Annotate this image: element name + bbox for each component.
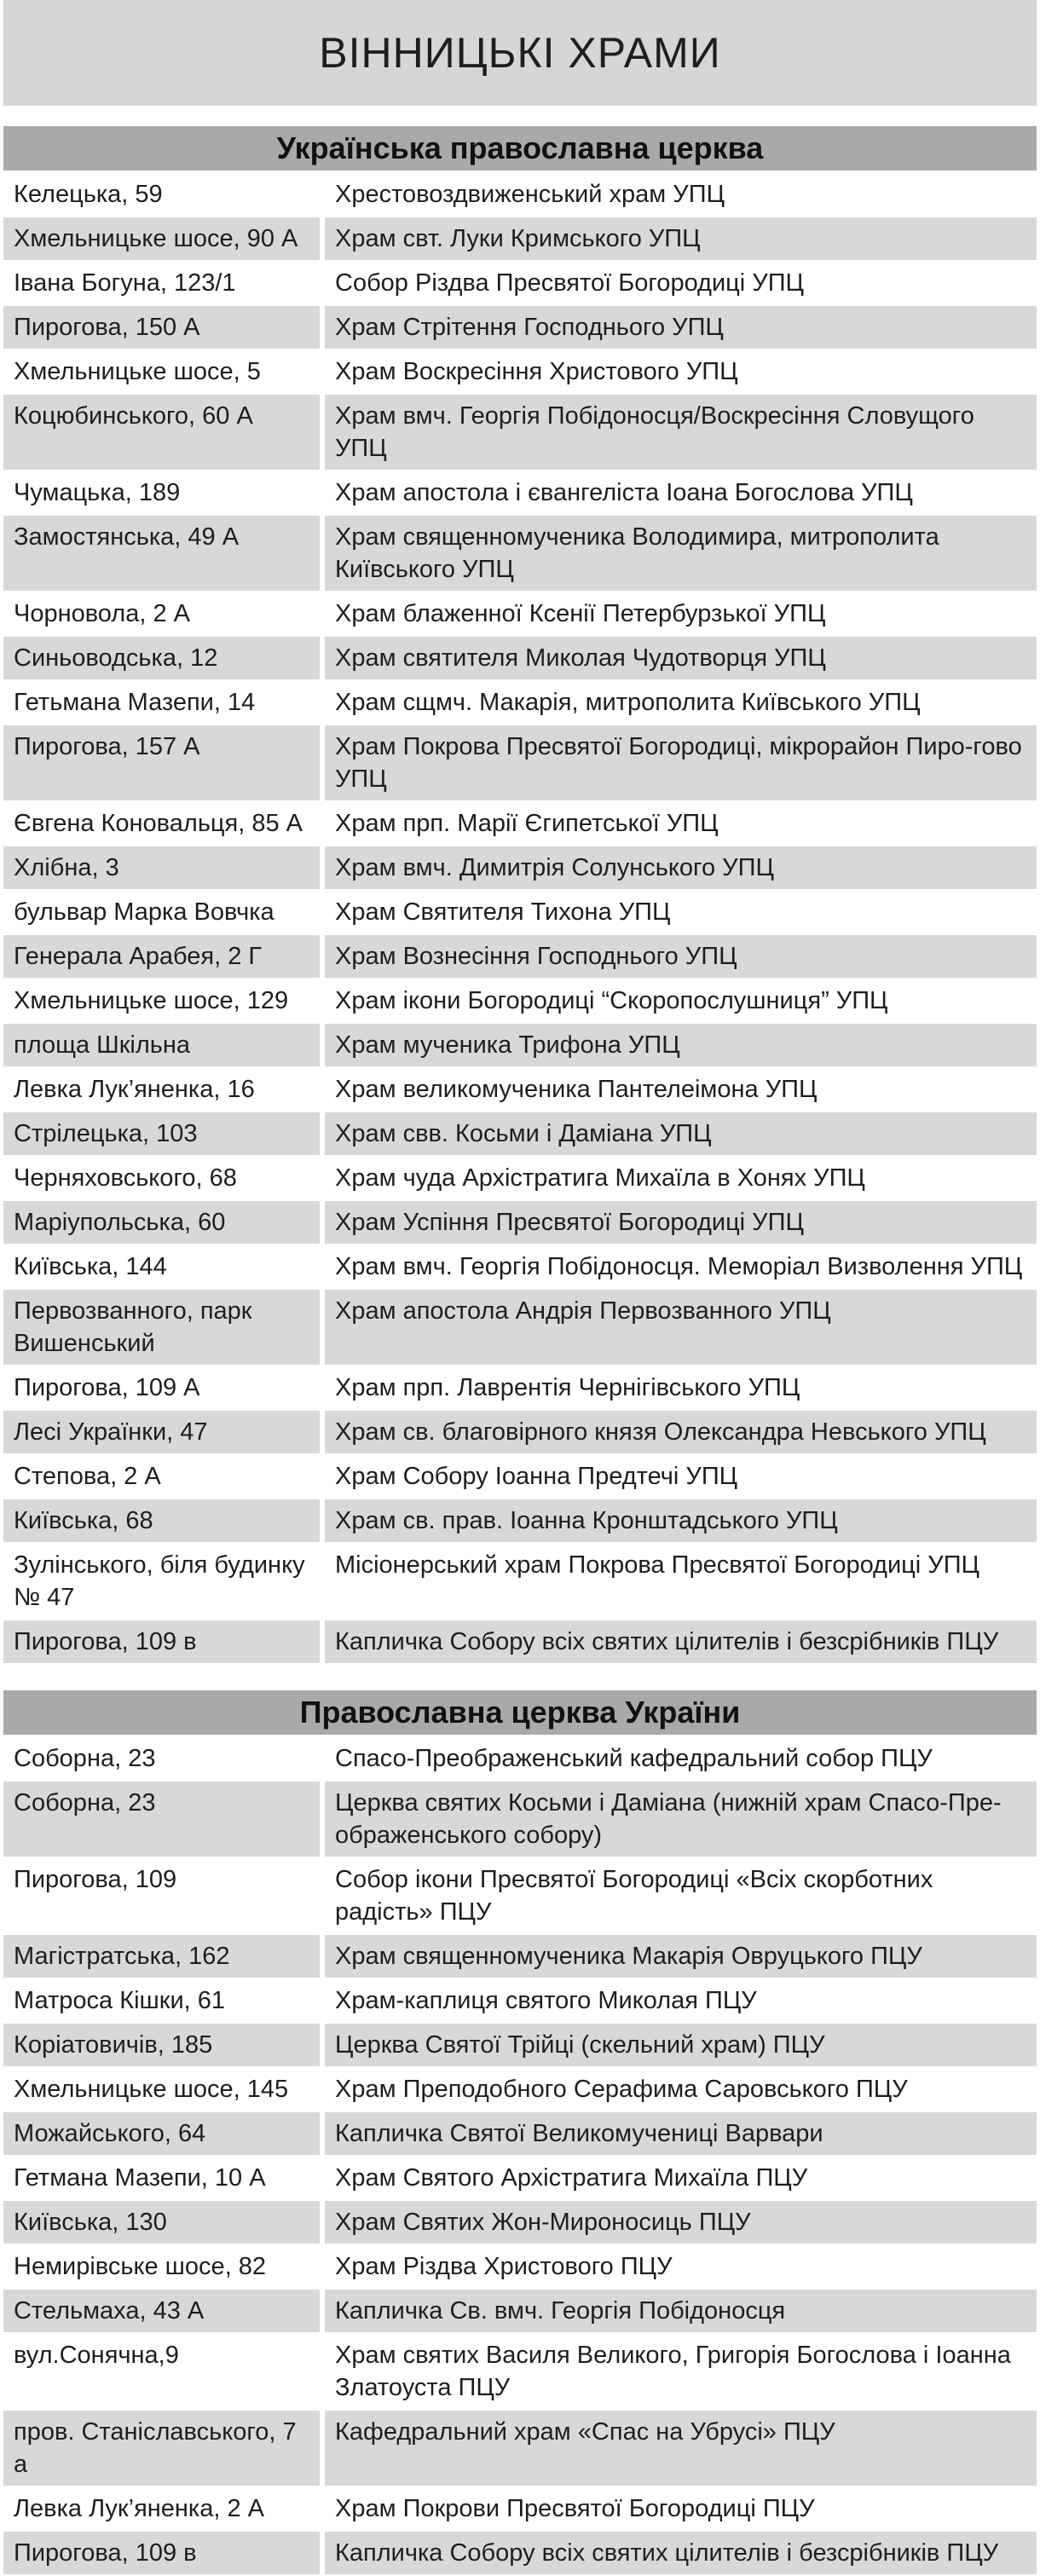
church-name-cell: Храм св. благовірного князя Олександра Невського УПЦ	[325, 1411, 1037, 1453]
address-cell: Левка Лук’яненка, 2 А	[3, 2487, 325, 2530]
church-name-cell: Храм ікони Богородиці “Скоропослушниця” УПЦ	[325, 979, 1037, 1022]
address-cell: Келецька, 59	[3, 173, 325, 216]
address-cell: Коріатовичів, 185	[3, 2024, 325, 2066]
church-name-cell: Капличка Св. вмч. Георгія Побідоносця	[325, 2290, 1037, 2332]
table-row	[3, 1024, 1037, 1068]
address-cell: Стрілецька, 103	[3, 1112, 325, 1155]
church-name-cell: Церква Святої Трійці (скельний храм) ПЦУ	[325, 2024, 1037, 2066]
address-cell: Соборна, 23	[3, 1782, 325, 1857]
address-cell: Зулінського, біля будинку № 47	[3, 1544, 325, 1619]
address-cell: Чумацька, 189	[3, 471, 325, 514]
table-row	[3, 681, 1037, 725]
church-name-cell: Храм Святих Жон-Мироносиць ПЦУ	[325, 2201, 1037, 2244]
church-name-cell: Храм великомученика Пантелеімона УПЦ	[325, 1068, 1037, 1111]
address-cell: Первозванного, парк Вишенський	[3, 1290, 325, 1365]
church-name-cell: Храм Собору Іоанна Предтечі УПЦ	[325, 1455, 1037, 1498]
table-row	[3, 1245, 1037, 1290]
table-row	[3, 217, 1037, 262]
section	[3, 1690, 1037, 2576]
table-row	[3, 2068, 1037, 2112]
table-row	[3, 2024, 1037, 2068]
table-row	[3, 1737, 1037, 1782]
address-cell: Хмельницьке шосе, 90 А	[3, 217, 325, 260]
church-name-cell: Храм Вознесіння Господнього УПЦ	[325, 935, 1037, 978]
church-name-cell: Храм Стрітення Господнього УПЦ	[325, 306, 1037, 349]
address-cell: Київська, 144	[3, 1245, 325, 1288]
church-name-cell: Храм вмч. Георгія Побідоносця. Меморіал Визволення УПЦ	[325, 1245, 1037, 1288]
table-row	[3, 592, 1037, 637]
table-row	[3, 1544, 1037, 1620]
address-cell: Синьоводська, 12	[3, 637, 325, 679]
church-name-cell: Кафедральний храм «Спас на Убрусі» ПЦУ	[325, 2411, 1037, 2486]
church-name-cell: Капличка Собору всіх святих цілителів і безсрібників ПЦУ	[325, 1620, 1037, 1663]
church-name-cell: Храм святих Василя Великого, Григорія Богослова і Іоанна Златоуста ПЦУ	[325, 2334, 1037, 2409]
table-row	[3, 1782, 1037, 1858]
table-row	[3, 1201, 1037, 1245]
table-row	[3, 2245, 1037, 2290]
table-row	[3, 1858, 1037, 1935]
church-name-cell: Храм священномученика Володимира, митрополита Київського УПЦ	[325, 516, 1037, 591]
address-cell: Матроса Кішки, 61	[3, 1979, 325, 2022]
church-name-cell: Храм апостола Андрія Первозванного УПЦ	[325, 1290, 1037, 1365]
page-title: ВІННИЦЬКІ ХРАМИ	[319, 29, 721, 77]
table-row	[3, 2201, 1037, 2245]
address-cell: Пирогова, 109 в	[3, 1620, 325, 1663]
section-header: Православна церква України	[3, 1690, 1037, 1737]
address-cell: Хмельницьке шосе, 5	[3, 350, 325, 393]
table-row	[3, 979, 1037, 1024]
church-name-cell: Місіонерський храм Покрова Пресвятої Богородиці УПЦ	[325, 1544, 1037, 1619]
section-header: Українська православна церква	[3, 126, 1037, 173]
address-cell: Лесі Українки, 47	[3, 1411, 325, 1453]
table-row	[3, 2334, 1037, 2411]
table-row	[3, 1455, 1037, 1499]
table-row	[3, 2112, 1037, 2157]
address-cell: пров. Станіславського, 7 а	[3, 2411, 325, 2486]
church-name-cell: Хрестовоздвиженський храм УПЦ	[325, 173, 1037, 216]
church-name-cell: Храм вмч. Димитрія Солунського УПЦ	[325, 846, 1037, 889]
church-name-cell: Храм Різдва Христового ПЦУ	[325, 2245, 1037, 2288]
address-cell: вул.Сонячна,9	[3, 2334, 325, 2409]
table-row	[3, 725, 1037, 802]
table-row	[3, 2532, 1037, 2576]
address-cell: Немирівське шосе, 82	[3, 2245, 325, 2288]
section	[3, 126, 1037, 1665]
sections-container	[3, 126, 1037, 2576]
address-cell: Київська, 68	[3, 1499, 325, 1542]
table-row	[3, 891, 1037, 935]
church-name-cell: Храм святителя Миколая Чудотворця УПЦ	[325, 637, 1037, 679]
church-name-cell: Храм св. прав. Іоанна Кронштадського УПЦ	[325, 1499, 1037, 1542]
table-row	[3, 262, 1037, 306]
address-cell: Стельмаха, 43 А	[3, 2290, 325, 2332]
church-name-cell: Храм Покрови Пресвятої Богородиці ПЦУ	[325, 2487, 1037, 2530]
address-cell: Івана Богуна, 123/1	[3, 262, 325, 304]
table-row	[3, 2487, 1037, 2532]
church-name-cell: Храм Святителя Тихона УПЦ	[325, 891, 1037, 933]
church-name-cell: Храм Успіння Пресвятої Богородиці УПЦ	[325, 1201, 1037, 1244]
table-row	[3, 1499, 1037, 1544]
table-row	[3, 1935, 1037, 1979]
table-row	[3, 306, 1037, 350]
church-name-cell: Храм Святого Архістратига Михаїла ПЦУ	[325, 2157, 1037, 2199]
table-row	[3, 1411, 1037, 1455]
address-cell: Можайського, 64	[3, 2112, 325, 2155]
table-row	[3, 1620, 1037, 1665]
table-row	[3, 1366, 1037, 1411]
address-cell: Левка Лук’яненка, 16	[3, 1068, 325, 1111]
address-cell: Гетьмана Мазепи, 14	[3, 681, 325, 724]
church-name-cell: Церква святих Косьми і Даміана (нижній храм Спасо-Пре-ображенського собору)	[325, 1782, 1037, 1857]
address-cell: Євгена Коновальця, 85 А	[3, 802, 325, 845]
church-name-cell: Храм Покрова Пресвятої Богородиці, мікрорайон Пиро-гово УПЦ	[325, 725, 1037, 800]
table-row	[3, 2411, 1037, 2487]
address-cell: Пирогова, 109	[3, 1858, 325, 1933]
address-cell: Пирогова, 109 А	[3, 1366, 325, 1409]
church-name-cell: Храм прп. Лаврентія Чернігівського УПЦ	[325, 1366, 1037, 1409]
table-row	[3, 846, 1037, 891]
table-row	[3, 516, 1037, 592]
address-cell: Хмельницьке шосе, 129	[3, 979, 325, 1022]
church-name-cell: Храм прп. Марії Єгипетської УПЦ	[325, 802, 1037, 845]
address-cell: Замостянська, 49 А	[3, 516, 325, 591]
table-row	[3, 1112, 1037, 1157]
table-row	[3, 637, 1037, 681]
address-cell: бульвар Марка Вовчка	[3, 891, 325, 933]
church-name-cell: Храм свт. Луки Кримського УПЦ	[325, 217, 1037, 260]
table-row	[3, 802, 1037, 846]
table-row	[3, 935, 1037, 979]
address-cell: Черняховського, 68	[3, 1157, 325, 1199]
table-row	[3, 350, 1037, 395]
address-cell: Хмельницьке шосе, 145	[3, 2068, 325, 2111]
address-cell: Магістратська, 162	[3, 1935, 325, 1978]
church-name-cell: Собор Різдва Пресвятої Богородиці УПЦ	[325, 262, 1037, 304]
address-cell: Хлібна, 3	[3, 846, 325, 889]
address-cell: Степова, 2 А	[3, 1455, 325, 1498]
title-bar	[3, 0, 1037, 111]
address-cell: Коцюбинського, 60 А	[3, 395, 325, 470]
church-name-cell: Храм чуда Архістратига Михаїла в Хонях УПЦ	[325, 1157, 1037, 1199]
church-name-cell: Храм священномученика Макарія Овруцького ПЦУ	[325, 1935, 1037, 1978]
address-cell: Пирогова, 109 в	[3, 2532, 325, 2574]
church-name-cell: Капличка Собору всіх святих цілителів і безсрібників ПЦУ	[325, 2532, 1037, 2574]
church-name-cell: Капличка Святої Великомучениці Варвари	[325, 2112, 1037, 2155]
address-cell: площа Шкільна	[3, 1024, 325, 1066]
table-row	[3, 173, 1037, 217]
table-row	[3, 1979, 1037, 2024]
church-name-cell: Храм-каплиця святого Миколая ПЦУ	[325, 1979, 1037, 2022]
address-cell: Соборна, 23	[3, 1737, 325, 1780]
church-name-cell: Храм сщмч. Макарія, митрополита Київського УПЦ	[325, 681, 1037, 724]
church-name-cell: Храм вмч. Георгія Побідоносця/Воскресіння Словущого УПЦ	[325, 395, 1037, 470]
table-row	[3, 1290, 1037, 1366]
table-row	[3, 1068, 1037, 1112]
church-name-cell: Собор ікони Пресвятої Богородиці «Всіх скорботних радість» ПЦУ	[325, 1858, 1037, 1933]
church-name-cell: Храм Преподобного Серафима Саровського ПЦУ	[325, 2068, 1037, 2111]
table-row	[3, 1157, 1037, 1201]
table-row	[3, 395, 1037, 471]
address-cell: Пирогова, 150 А	[3, 306, 325, 349]
church-name-cell: Спасо-Преображенський кафедральний собор ПЦУ	[325, 1737, 1037, 1780]
church-name-cell: Храм апостола і євангеліста Іоана Богослова УПЦ	[325, 471, 1037, 514]
address-cell: Маріупольська, 60	[3, 1201, 325, 1244]
church-name-cell: Храм свв. Косьми і Даміана УПЦ	[325, 1112, 1037, 1155]
address-cell: Київська, 130	[3, 2201, 325, 2244]
address-cell: Чорновола, 2 А	[3, 592, 325, 635]
church-name-cell: Храм Воскресіння Христового УПЦ	[325, 350, 1037, 393]
church-name-cell: Храм блаженної Ксенії Петербурзької УПЦ	[325, 592, 1037, 635]
church-name-cell: Храм мученика Трифона УПЦ	[325, 1024, 1037, 1066]
table-row	[3, 2290, 1037, 2334]
table-row	[3, 471, 1037, 516]
address-cell: Пирогова, 157 А	[3, 725, 325, 800]
address-cell: Гетмана Мазепи, 10 А	[3, 2157, 325, 2199]
table-row	[3, 2157, 1037, 2201]
address-cell: Генерала Арабея, 2 Г	[3, 935, 325, 978]
